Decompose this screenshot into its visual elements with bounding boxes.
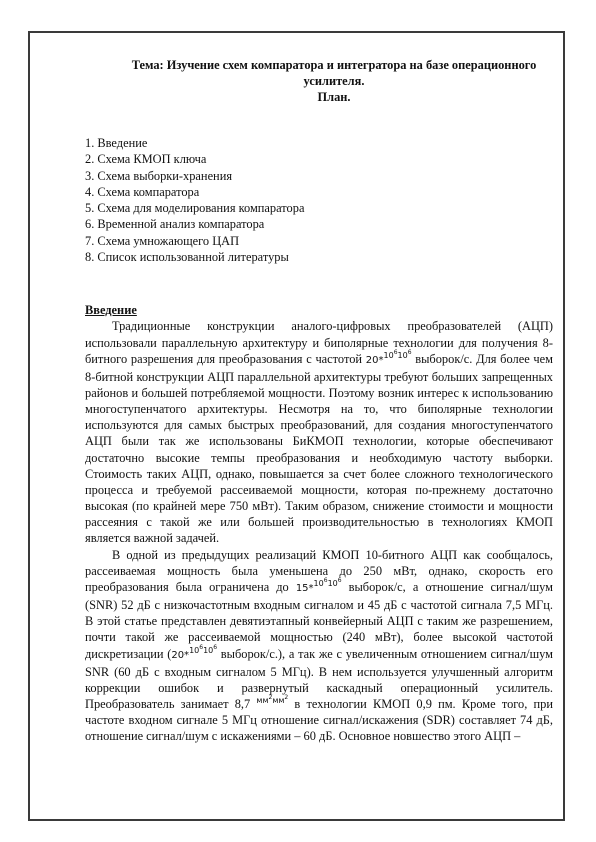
toc-item: 5. Схема для моделирования компаратора (85, 201, 305, 216)
p2-formula-3: мм2мм2 (256, 693, 289, 705)
toc-item: 6. Временной анализ компаратора (85, 217, 265, 232)
toc-item: 3. Схема выборки-хранения (85, 168, 233, 183)
p2-text-d: в технологии КМОП 0,9 пм. Кроме того, при частоте входном сигнале 5 МГц отношение сигнал/искажения (SDR) составляет 74 дБ, отношение сигнал/шум с искажениями – 60 дБ. Основное новшество этого АЦП – (85, 696, 553, 744)
p2-text-a: В одной из предыдущих реализаций КМОП 10-битного АЦП как сообщалось, рассеиваемая мощность была уменьшена до 250 мВт, однако, скорость его преобразования была ограничена до (85, 547, 553, 594)
title-line-2: усилителя. (303, 74, 365, 88)
p2-text-b: выборок/с, а отношение сигнал/шум (SNR) 52 дБ с низкочастотным входным сигналом и 45 дБ с частотой сигнала 7,5 МГц. В этой статье представлен девятиэтапный конвейерный АЦП с таким же разрешением, почти такой же рассеиваемой мощностью (240 мВт), более высокой частотой дискретизации ( (85, 579, 553, 661)
title-line-1: Тема: Изучение схем компаратора и интегратора на базе операционного (131, 58, 537, 72)
plan-heading: План. (317, 90, 351, 104)
toc-item: 8. Список использованной литературы (85, 250, 289, 265)
toc-item: 2. Схема КМОП ключа (85, 152, 207, 167)
document-title (85, 57, 553, 89)
document-content (85, 57, 553, 744)
p2-text-c: выборок/с.), а так же с увеличенным отношением сигнал/шум SNR (60 дБ с входным сигналом 5 МГц). В нем используется улучшенный алгоритм коррекции ошибок и развернутый каскадный операционный усилитель. Преобразователь занимает 8,7 (85, 646, 553, 711)
toc-item: 7. Схема умножающего ЦАП (85, 233, 240, 248)
paragraph-2 (85, 547, 553, 745)
toc-item: 4. Схема компаратора (85, 184, 200, 199)
p2-formula-2: 20*$^{10^610^6}$ (171, 643, 218, 661)
p1-text-a: Традиционные конструкции аналого-цифровых преобразователей (АЦП) использовали параллельную архитектуру и биполярные технологии для получения 8-битного разрешения для преобразования с частотой (85, 319, 553, 366)
p1-text-b: выборок/с. Для более чем 8-битной конструкции АЦП параллельной архитектуры требуют больших запрещенных районов и большей потребляемой мощности. Поэтому возник интерес к использованию многоступенчатого архитектуры. Несмотря на то, что биполярные технологии используются для самых быстрых преобразований, для создания многоступенчатого АЦП были так же использованы БиКМОП технологии, которые обеспечивают достаточно высокие темпы преобразования и необходимую частоту выборки. Стоимость таких АЦП, однако, повышается за счет более сложного технологического процесса и требуемой рассеиваемой мощности, которая по-прежнему достаточно высокая (по крайней мере 750 мВт). Таким образом, снижение стоимости и мощности рассеяния с такой же или большей производительностью в технологиях КМОП является важной задачей. (85, 351, 553, 546)
toc-item: 1. Введение (85, 136, 148, 150)
p2-formula-1: 15*$^{10^610^6}$ (295, 576, 342, 594)
table-of-contents (85, 135, 553, 265)
p1-formula: 20*$^{10^610^6}$ (365, 348, 412, 366)
paragraph-1 (85, 318, 553, 546)
section-heading-introduction: Введение (85, 303, 137, 318)
